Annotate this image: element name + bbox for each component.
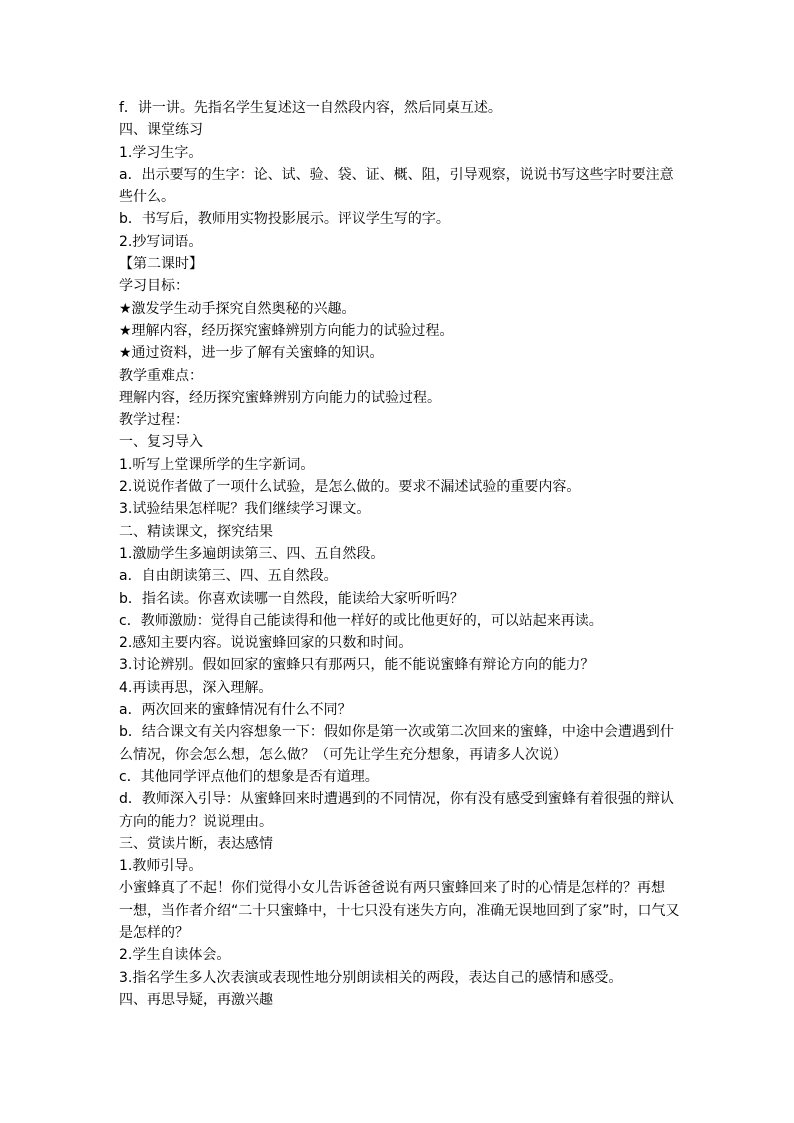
text-line: 1.教师引导。 <box>119 858 203 875</box>
objective-item: ★通过资料，进一步了解有关蜜蜂的知识。 <box>119 345 384 362</box>
text-line: 一想，当作者介绍“二十只蜜蜂中，十七只没有迷失方向，准确无误地回到了家”时，口气又 <box>119 902 680 919</box>
section-heading: 二、精读课文，探究结果 <box>119 523 273 540</box>
text-line: 是怎样的？ <box>119 924 189 941</box>
text-line: 1.激励学生多遍朗读第三、四、五自然段。 <box>119 545 385 562</box>
text-line: 3.试验结果怎样呢？我们继续学习课文。 <box>119 501 371 518</box>
section-heading: 教学过程： <box>119 412 189 429</box>
text-line: b．书写后，教师用实物投影展示。评议学生写的字。 <box>119 211 450 228</box>
section-heading: 四、课堂练习 <box>119 122 203 139</box>
objective-item: ★激发学生动手探究自然奥秘的兴趣。 <box>119 300 356 317</box>
lesson-heading: 【第二课时】 <box>119 256 203 273</box>
objective-item: ★理解内容，经历探究蜜蜂辨别方向能力的试验过程。 <box>119 322 454 339</box>
text-line: 么情况，你会怎么想，怎么做？（可先让学生充分想象，再请多人次说） <box>119 746 567 763</box>
document-body <box>119 97 679 1011</box>
text-line: 3.指名学生多人次表演或表现性地分别朗读相关的两段，表达自己的感情和感受。 <box>119 969 623 986</box>
text-line: 方向的能力？说说理由。 <box>119 813 273 830</box>
text-line: 2.感知主要内容。说说蜜蜂回家的只数和时间。 <box>119 635 413 652</box>
section-heading: 三、赏读片断，表达感情 <box>119 835 273 852</box>
section-heading: 四、再思导疑，再激兴趣 <box>119 991 273 1008</box>
text-line: b．结合课文有关内容想象一下：假如你是第一次或第二次回来的蜜蜂，中途中会遭遇到什 <box>119 724 674 741</box>
text-line: c．教师激励：觉得自己能读得和他一样好的或比他更好的，可以站起来再读。 <box>119 612 603 629</box>
section-heading: 一、复习导入 <box>119 434 203 451</box>
section-heading: 教学重难点： <box>119 367 203 384</box>
section-heading: 学习目标： <box>119 278 189 295</box>
text-line: a．出示要写的生字：论、试、验、袋、证、概、阻，引导观察，说说书写这些字时要注意 <box>119 166 674 183</box>
text-line: 1.听写上堂课所学的生字新词。 <box>119 456 315 473</box>
text-line: 些什么。 <box>119 189 175 206</box>
text-line: 1.学习生字。 <box>119 144 203 161</box>
text-line: b．指名读。你喜欢读哪一自然段，能读给大家听听吗？ <box>119 590 464 607</box>
text-line: 理解内容，经历探究蜜蜂辨别方向能力的试验过程。 <box>119 389 441 406</box>
text-line: d．教师深入引导：从蜜蜂回来时遭遇到的不同情况，你有没有感受到蜜蜂有着很强的辩认 <box>119 791 674 808</box>
text-line: a．自由朗读第三、四、五自然段。 <box>119 568 338 585</box>
text-line: 2.学生自读体会。 <box>119 947 231 964</box>
text-line: 2.说说作者做了一项什么试验，是怎么做的。要求不漏述试验的重要内容。 <box>119 479 581 496</box>
text-line: c．其他同学评点他们的想象是否有道理。 <box>119 768 379 785</box>
text-line: 3.讨论辨别。假如回家的蜜蜂只有那两只，能不能说蜜蜂有辩论方向的能力？ <box>119 657 595 674</box>
text-line: 小蜜蜂真了不起！你们觉得小女儿告诉爸爸说有两只蜜蜂回来了时的心情是怎样的？再想 <box>119 880 665 897</box>
text-line: a．两次回来的蜜蜂情况有什么不同？ <box>119 702 352 719</box>
text-line: 2.抄写词语。 <box>119 233 203 250</box>
text-line: f．讲一讲。先指名学生复述这一自然段内容，然后同桌互述。 <box>119 100 502 116</box>
text-line: 4.再读再思，深入理解。 <box>119 679 273 696</box>
